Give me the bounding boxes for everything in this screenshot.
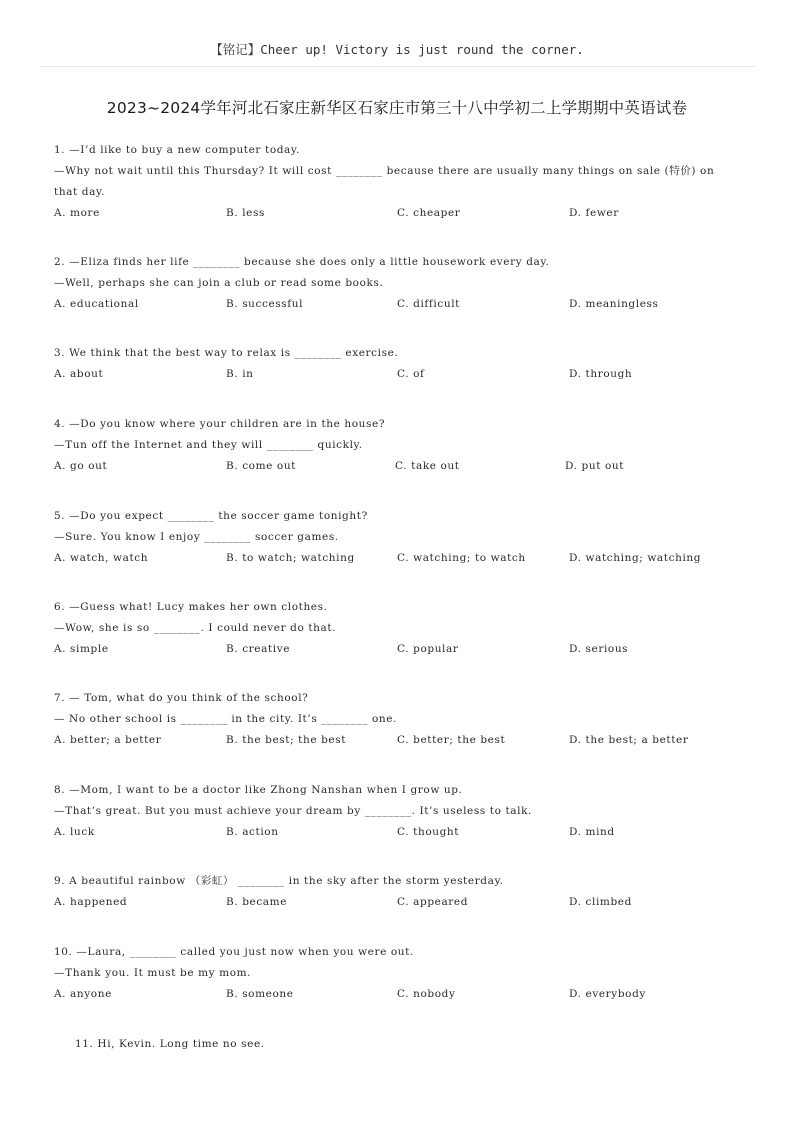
option-a[interactable]: A. about xyxy=(54,368,104,380)
options-row xyxy=(54,456,734,477)
option-a[interactable]: A. simple xyxy=(54,643,109,655)
question-11: 11. Hi, Kevin. Long time no see. xyxy=(75,1038,265,1050)
question-stem: 5. —Do you expect ________ the soccer game tonight? xyxy=(54,510,368,522)
option-a[interactable]: A. watch, watch xyxy=(54,552,149,564)
question-stem: 3. We think that the best way to relax is ________ exercise. xyxy=(54,347,399,359)
options-row xyxy=(54,203,734,224)
question-dialogue: —Tun off the Internet and they will ________ quickly. xyxy=(54,439,363,451)
question-6 xyxy=(54,597,734,660)
question-1 xyxy=(54,140,734,224)
question-7 xyxy=(54,688,734,751)
options-row xyxy=(54,294,734,315)
option-c[interactable]: C. popular xyxy=(397,643,459,655)
options-row xyxy=(54,984,734,1005)
option-b[interactable]: B. the best; the best xyxy=(226,734,347,746)
option-b[interactable]: B. creative xyxy=(226,643,291,655)
page-title: 2023~2024学年河北石家庄新华区石家庄市第三十八中学初二上学期期中英语试卷 xyxy=(106,99,688,117)
question-stem: 4. —Do you know where your children are in the house? xyxy=(54,418,386,430)
question-dialogue: —Why not wait until this Thursday? It will cost ________ because there are usually many things on sale (特价) on that day. xyxy=(54,165,715,198)
option-b[interactable]: B. someone xyxy=(226,988,294,1000)
option-d[interactable]: D. watching; watching xyxy=(569,552,702,564)
option-b[interactable]: B. action xyxy=(226,826,279,838)
option-d[interactable]: D. climbed xyxy=(569,896,632,908)
question-10 xyxy=(54,942,734,1005)
option-b[interactable]: B. became xyxy=(226,896,288,908)
option-b[interactable]: B. in xyxy=(226,368,254,380)
option-d[interactable]: D. everybody xyxy=(569,988,646,1000)
option-b[interactable]: B. to watch; watching xyxy=(226,552,355,564)
question-4 xyxy=(54,414,734,477)
option-d[interactable]: D. the best; a better xyxy=(569,734,689,746)
question-5 xyxy=(54,506,734,569)
option-c[interactable]: C. take out xyxy=(395,460,460,472)
question-stem: 8. —Mom, I want to be a doctor like Zhong Nanshan when I grow up. xyxy=(54,784,463,796)
option-a[interactable]: A. more xyxy=(54,207,100,219)
options-row xyxy=(54,730,734,751)
question-stem: 7. — Tom, what do you think of the school? xyxy=(54,692,309,704)
question-stem: 10. —Laura, ________ called you just now when you were out. xyxy=(54,946,414,958)
question-8 xyxy=(54,780,734,843)
option-a[interactable]: A. happened xyxy=(54,896,128,908)
option-c[interactable]: C. of xyxy=(397,368,425,380)
question-stem: 9. A beautiful rainbow （彩虹） ________ in the sky after the storm yesterday. xyxy=(54,875,504,887)
option-b[interactable]: B. less xyxy=(226,207,265,219)
option-a[interactable]: A. go out xyxy=(54,460,108,472)
question-dialogue: —Sure. You know I enjoy ________ soccer games. xyxy=(54,531,339,543)
option-c[interactable]: C. better; the best xyxy=(397,734,506,746)
question-dialogue: —Wow, she is so ________. I could never do that. xyxy=(54,622,337,634)
option-d[interactable]: D. put out xyxy=(565,460,625,472)
option-c[interactable]: C. difficult xyxy=(397,298,460,310)
question-3 xyxy=(54,343,734,385)
options-row xyxy=(54,892,734,913)
question-2 xyxy=(54,252,734,315)
option-d[interactable]: D. fewer xyxy=(569,207,619,219)
question-stem: 6. —Guess what! Lucy makes her own clothes. xyxy=(54,601,328,613)
question-stem: 1. —I’d like to buy a new computer today. xyxy=(54,144,300,156)
option-c[interactable]: C. thought xyxy=(397,826,460,838)
question-dialogue: —That’s great. But you must achieve your dream by ________. It’s useless to talk. xyxy=(54,805,532,817)
option-d[interactable]: D. mind xyxy=(569,826,615,838)
option-b[interactable]: B. successful xyxy=(226,298,304,310)
option-d[interactable]: D. serious xyxy=(569,643,629,655)
option-a[interactable]: A. anyone xyxy=(54,988,112,1000)
option-c[interactable]: C. watching; to watch xyxy=(397,552,526,564)
options-row xyxy=(54,639,734,660)
options-row xyxy=(54,364,734,385)
header-divider xyxy=(40,66,756,67)
options-row xyxy=(54,548,734,569)
option-c[interactable]: C. cheaper xyxy=(397,207,461,219)
question-dialogue: —Well, perhaps she can join a club or read some books. xyxy=(54,277,384,289)
option-d[interactable]: D. through xyxy=(569,368,633,380)
option-b[interactable]: B. come out xyxy=(226,460,297,472)
header-motto: 【铭记】Cheer up! Victory is just round the corner. xyxy=(210,42,584,57)
option-c[interactable]: C. appeared xyxy=(397,896,469,908)
question-dialogue: — No other school is ________ in the city. It’s ________ one. xyxy=(54,713,398,725)
option-a[interactable]: A. educational xyxy=(54,298,139,310)
option-a[interactable]: A. luck xyxy=(54,826,95,838)
question-stem: 2. —Eliza finds her life ________ because she does only a little housework every day. xyxy=(54,256,550,268)
option-a[interactable]: A. better; a better xyxy=(54,734,162,746)
option-d[interactable]: D. meaningless xyxy=(569,298,659,310)
options-row xyxy=(54,822,734,843)
option-c[interactable]: C. nobody xyxy=(397,988,456,1000)
question-dialogue: —Thank you. It must be my mom. xyxy=(54,967,252,979)
question-9 xyxy=(54,871,734,913)
